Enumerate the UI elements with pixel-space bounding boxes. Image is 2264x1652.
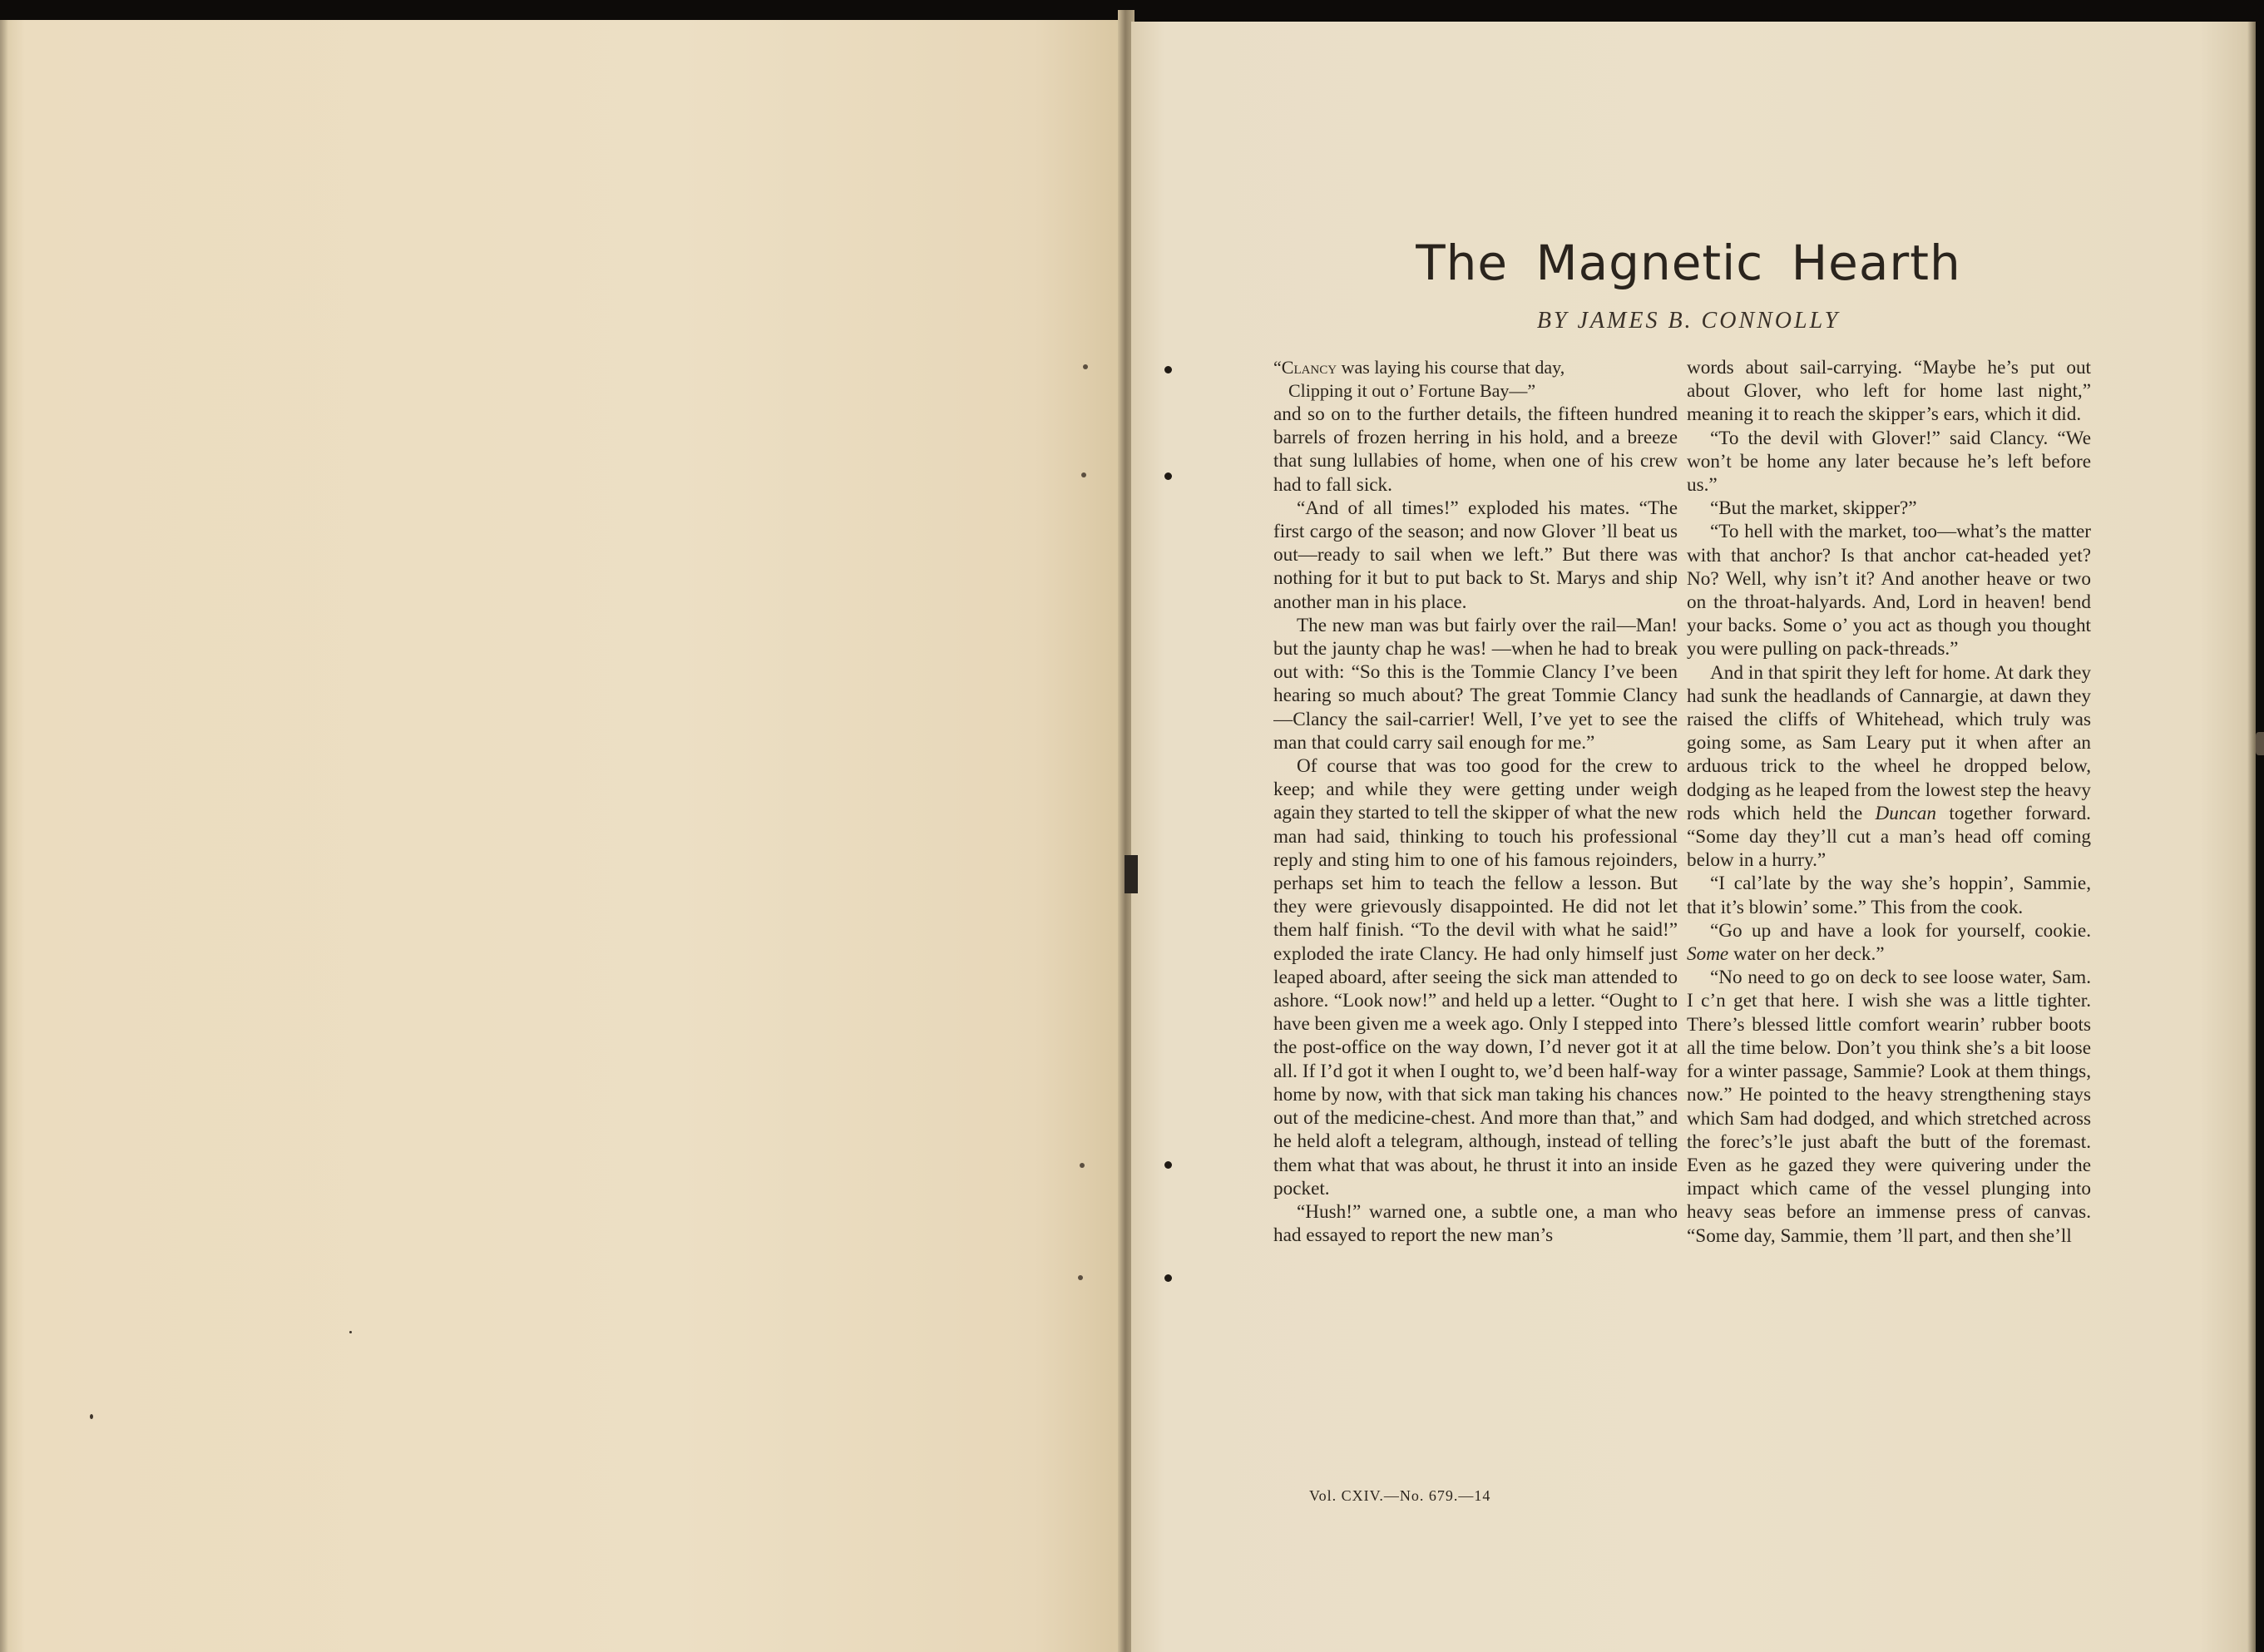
paragraph: words about sail-carrying. “Maybe he’s put out about Glover, who left for home last night,” meaning it to reach the skipper’s ears, which it did.	[1687, 357, 2091, 426]
paper-speck	[349, 1331, 352, 1333]
text-column-left	[1273, 356, 1678, 1487]
paragraph: “And of all times!” exploded his mates. “The first cargo of the season; and now Glover ’ll beat us out—ready to sail when we left.” But there was nothing for it but to put back to St. Marys and ship another man in his place.	[1273, 497, 1678, 613]
binding-hole	[1083, 364, 1088, 369]
verse-line-2: Clipping it out o’ Fortune Bay—”	[1288, 380, 1536, 401]
paragraph: “Hush!” warned one, a subtle one, a man who had essayed to report the new man’s	[1273, 1200, 1678, 1247]
text-column-right	[1687, 356, 2091, 1487]
page-edge-nick	[2256, 732, 2264, 755]
binding-hole	[1080, 1163, 1085, 1168]
binding-hole	[1164, 1274, 1172, 1282]
paragraph: “I cal’late by the way she’s hoppin’, Sammie, that it’s blowin’ some.” This from the cook.	[1687, 873, 2091, 918]
paragraph: Of course that was too good for the crew to keep; and while they were getting under weigh again they started to tell the skipper of what the new man had said, thinking to touch his professional reply and sting him to one of his famous rejoinders, perhaps set him to teach the fellow a lesson. But they were grievously disappointed. He did not let them half finish. “To the devil with what he said!” exploded the irate Clancy. He had only himself just leaped aboard, after seeing the sick man attended to ashore. “Look now!” and held up a letter. “Ought to have been given me a week ago. Only I stepped into the post-office on the way down, I’d never got it at all. If I’d got it when I ought to, we’d been half-way home by now, with that sick man taking his chances out of the medicine-chest. And more than that,” and he held aloft a telegram, although, instead of telling them what that was about, he thrust it into an inside pocket.	[1273, 755, 1678, 1199]
binding-hole	[1164, 366, 1172, 373]
paragraph: “To hell with the market, too—what’s the matter with that anchor? Is that anchor cat-headed yet? No? Well, why isn’t it? And another heave or two on the throat-halyards. And, Lord in heaven! bend your backs. Some o’ you act as though you thought you were pulling on pack-threads.”	[1687, 521, 2091, 660]
epigraph-verse	[1273, 356, 1678, 403]
paragraph: “But the market, skipper?”	[1710, 497, 1917, 520]
binding-hole	[1164, 1161, 1172, 1169]
paragraph: And in that spirit they left for home. At dark they had sunk the headlands of Cannargie, at dawn they raised the cliffs of Whitehead, which truly was going some, as Sam Leary put it when after an arduous trick to the wheel he dropped below, dodging as he leaped from the lowest step the heavy rods which held the Duncan together forward. “Some day they’ll cut a man’s head off coming below in a hurry.”	[1687, 661, 2091, 872]
binding-hole	[1164, 472, 1172, 480]
emphasis: Some	[1687, 943, 1729, 966]
article-title: The Magnetic Hearth	[1416, 235, 1961, 291]
binding-hole	[1081, 472, 1086, 477]
paper-speck	[90, 1414, 93, 1419]
verse-line-1: “Clancy was laying his course that day,	[1273, 357, 1565, 378]
paragraph: The new man was but fairly over the rail—Man! but the jaunty chap he was! —when he had to break out with: “So this is the Tommie Clancy I’ve been hearing so much about? The great Tommie Clancy—Clancy the sail-carrier! Well, I’ve yet to see the man that could carry sail enough for me.”	[1273, 614, 1678, 754]
paragraph: and so on to the further details, the fifteen hundred barrels of frozen herring in his hold, and a breeze that sung lullabies of home, when one of his crew had to fall sick.	[1273, 403, 1678, 496]
paragraph: “No need to go on deck to see loose water, Sam. I c’n get that here. I wish she was a little tighter. There’s blessed little comfort wearin’ rubber boots all the time below. Don’t you think she’s a bit loose for a winter passage, Sammie? Look at them things, now.” He pointed to the heavy strengthening stays which Sam had dodged, and which stretched across the forec’s’le just abaft the butt of the foremast. Even as he gazed they were quivering under the impact which came of the vessel plunging into heavy seas before an immense press of canvas. “Some day, Sammie, them ’ll part, and then she’ll	[1687, 967, 2091, 1247]
blank-left-page	[0, 20, 1125, 1652]
paragraph: “Go up and have a look for yourself, cookie. Some water on her deck.”	[1687, 919, 2091, 966]
page-folio: Vol. CXIV.—No. 679.—14	[1309, 1487, 1491, 1504]
binding-hole	[1078, 1275, 1083, 1280]
binding-tab	[1125, 855, 1138, 893]
article-byline: BY JAMES B. CONNOLLY	[1536, 308, 1841, 334]
paragraph: “To the devil with Glover!” said Clancy. “We won’t be home any later because he’s left before us.”	[1687, 427, 2091, 497]
ship-name: Duncan	[1875, 802, 1936, 824]
